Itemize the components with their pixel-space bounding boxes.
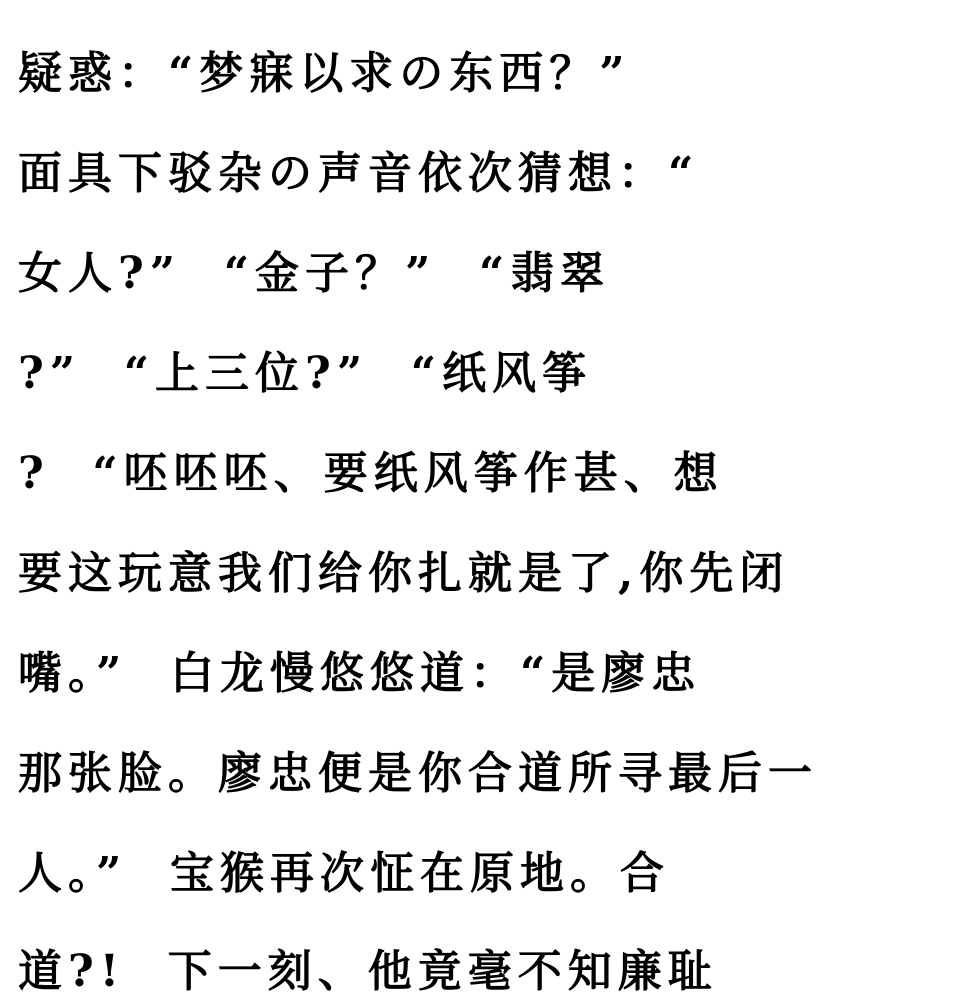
text-line: 道?! 下一刻、他竟毫不知廉耻 — [18, 946, 718, 997]
text-line: 那张脸。廖忠便是你合道所寻最后一 — [18, 748, 818, 799]
text-line: ?” “上三位?” “纸风筝 — [18, 348, 593, 399]
text-line: 面具下驳杂の声音依次猜想：“ — [18, 148, 700, 199]
text-line: ? “呸呸呸、要纸风筝作甚、想 — [18, 448, 724, 499]
text-line: 人。” 宝猴再次怔在原地。合 — [18, 848, 670, 899]
text-line: 疑惑：“梦寐以求の东西？” — [18, 48, 631, 99]
text-line: 要这玩意我们给你扎就是了,你先闭 — [18, 548, 790, 599]
text-line: 嘴。” 白龙慢悠悠道：“是廖忠 — [18, 648, 702, 699]
text-line: 女人?” “金子？” “翡翠 — [18, 248, 611, 299]
